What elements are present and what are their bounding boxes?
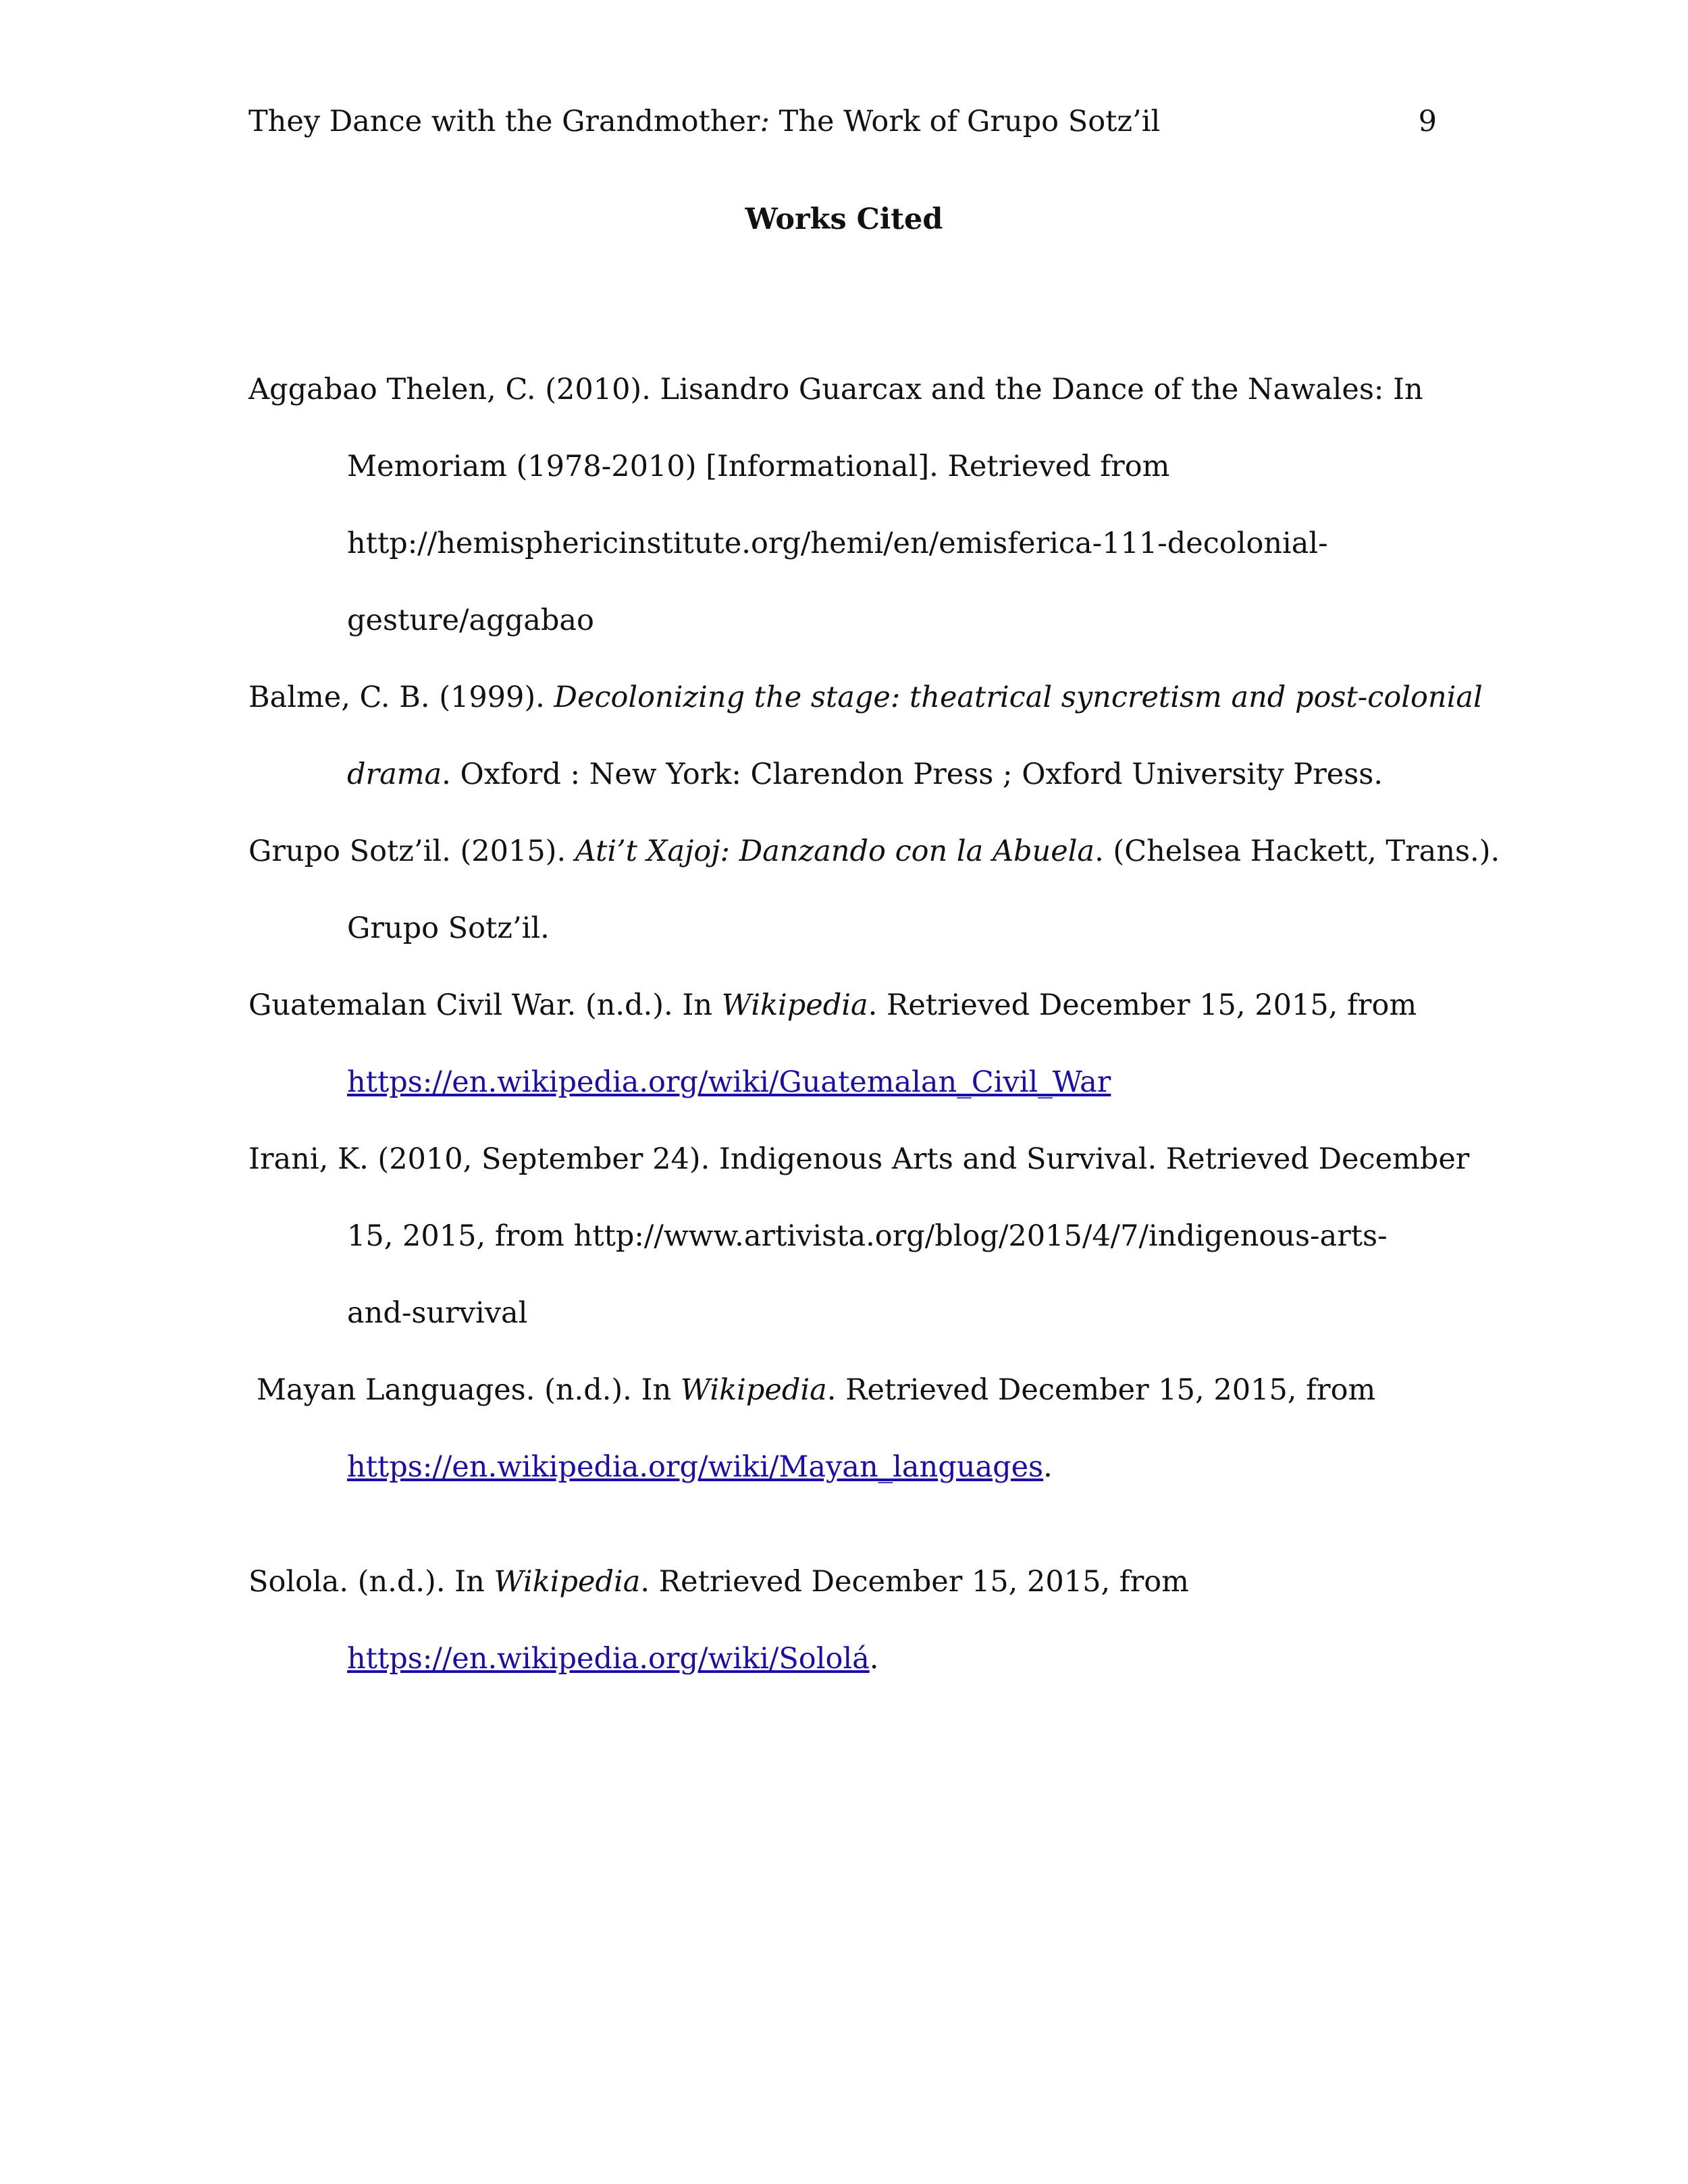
ref-line: Aggabao Thelen, C. (2010). Lisandro Guarcax and the Dance of the Nawales: In [248, 373, 1423, 406]
ref-text: Mayan Languages. (n.d.). In [257, 1373, 681, 1407]
ref-text: Guatemalan Civil War. (n.d.). In [248, 988, 722, 1022]
ref-line [248, 736, 1437, 813]
ref-text: . Retrieved December 15, 2015, from [868, 988, 1417, 1022]
ref-text: . Retrieved December 15, 2015, from [640, 1565, 1189, 1599]
ref-text: . [869, 1642, 879, 1676]
ref-title: drama [347, 757, 442, 791]
reference-list [248, 351, 1500, 1697]
spacer [248, 1506, 1437, 1543]
reference-entry-guatemalan-civil-war [248, 967, 1437, 1121]
ref-line [248, 1620, 1437, 1697]
ref-line: http://hemisphericinstitute.org/hemi/en/emisferica-111-decolonial- [347, 527, 1328, 560]
ref-title: Wikipedia [680, 1373, 827, 1407]
ref-text: Grupo Sotz’il. (2015). [248, 834, 575, 868]
reference-entry-irani [248, 1121, 1470, 1352]
ref-text: Solola. (n.d.). In [248, 1565, 494, 1599]
ref-text: . [1043, 1450, 1053, 1484]
guatemalan-civil-war-link[interactable]: https://en.wikipedia.org/wiki/Guatemalan_Civil_War [347, 1065, 1111, 1099]
mayan-languages-link[interactable]: https://en.wikipedia.org/wiki/Mayan_languages [347, 1450, 1044, 1484]
works-cited-heading: Works Cited [745, 203, 943, 236]
page-number: 9 [1418, 105, 1437, 138]
solola-link[interactable]: https://en.wikipedia.org/wiki/Sololá [347, 1642, 870, 1676]
ref-line: Irani, K. (2010, September 24). Indigenous Arts and Survival. Retrieved December [248, 1142, 1470, 1176]
ref-line [248, 967, 1437, 1044]
running-title-colon: : [760, 105, 770, 138]
running-title [248, 100, 1160, 143]
ref-title: Ati’t Xajoj: Danzando con la Abuela [575, 834, 1095, 868]
ref-line [248, 813, 1500, 890]
reference-entry-mayan-languages [248, 1352, 1437, 1506]
reference-entry-solola [248, 1543, 1437, 1697]
ref-line: Memoriam (1978-2010) [Informational]. Retrieved from [347, 450, 1170, 483]
reference-entry-aggabao [248, 351, 1437, 659]
ref-text: . (Chelsea Hackett, Trans.). [1094, 834, 1500, 868]
ref-line: 15, 2015, from http://www.artivista.org/blog/2015/4/7/indigenous-arts- [347, 1219, 1388, 1253]
ref-line [248, 659, 1483, 736]
ref-text: Balme, C. B. (1999). [248, 681, 554, 714]
reference-entry-balme [248, 659, 1483, 813]
ref-line: Grupo Sotz’il. [347, 911, 550, 945]
ref-line [257, 1352, 1437, 1429]
ref-line [248, 1543, 1437, 1620]
reference-entry-grupo-sotzil [248, 813, 1500, 967]
ref-line [248, 1429, 1437, 1506]
ref-text: . Retrieved December 15, 2015, from [826, 1373, 1376, 1407]
ref-line: gesture/aggabao [347, 604, 594, 637]
ref-title: Decolonizing the stage: theatrical syncretism and post-colonial [554, 681, 1483, 714]
running-title-sub: The Work of Grupo Sotz’il [769, 105, 1161, 138]
ref-line [248, 1044, 1437, 1121]
ref-title: Wikipedia [494, 1565, 641, 1599]
ref-title: Wikipedia [721, 988, 868, 1022]
ref-text: . Oxford : New York: Clarendon Press ; Oxford University Press. [442, 757, 1383, 791]
running-title-main: They Dance with the Grandmother [248, 105, 760, 138]
ref-line: and-survival [347, 1296, 528, 1330]
